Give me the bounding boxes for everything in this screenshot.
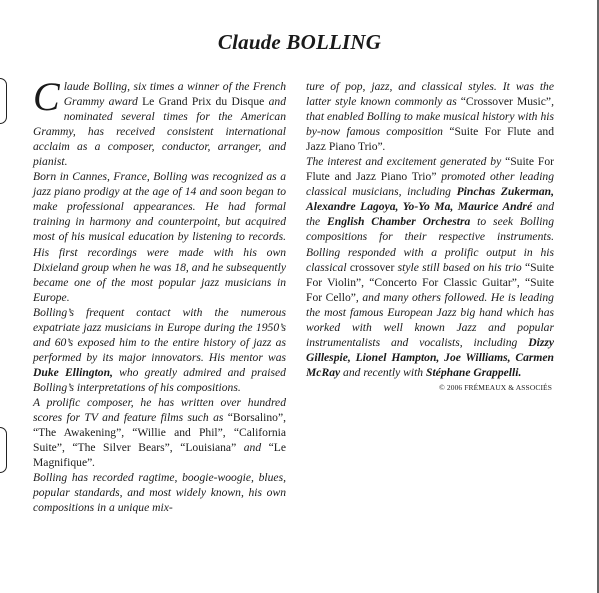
jazz-artists-list: Dizzy Gillespie, Lionel Hampton, Joe Williams, Carmen McRay: [306, 335, 554, 379]
binding-ring-bottom: [0, 427, 7, 473]
paragraph-recordings: Bolling has recorded ragtime, boogie-woogie, blues, popular standards, and most widely known, his own compositions in a unique mix-: [33, 471, 286, 515]
right-column: [306, 79, 554, 395]
suite-title-2: “Suite For Flute and Jazz Piano Trio”: [306, 155, 554, 184]
crossover-word: crossover: [349, 260, 395, 274]
film-last: “Le Magnifique”: [33, 441, 286, 470]
copyright-credit: © 2006 FRÉMEAUX & ASSOCIÉS: [439, 382, 552, 392]
paragraph-mentor: Bolling’s frequent contact with the numerous expatriate jazz musicians in Europe during the 1950’s and 60’s exposed him to the entire history of jazz as performed by its major innovators. His mentor was Duke Ellington, who greatly admired and praised Bolling’s interpretations of his compositions.: [33, 305, 286, 394]
drop-cap: C: [33, 74, 60, 119]
mentor-name: Duke Ellington,: [33, 365, 113, 379]
paragraph-intro: Claude Bolling, six times a winner of the French Grammy award Le Grand Prix du Disque and nominated several times for the American Grammy, has received consistent international acclaim as a composer, conductor, arranger, and pianist.: [33, 74, 286, 169]
paragraph-film-scores: A prolific composer, he has written over hundred scores for TV and feature films such as “Borsalino”, “The Awakening”, “Willie and Phil”, “California Suite”, “The Silver Bears”, “Louisiana” and “Le Magnifique”.: [33, 395, 286, 470]
left-column: [33, 74, 286, 515]
paragraph-early-career: Born in Cannes, France, Bolling was recognized as a jazz piano prodigy at the age of 14 and soon began to make professional appearances. He had formal training in harmony and counterpoint, but acquired most of his musical education by listening to records. His first recordings were made with his own Dixieland group when he was 18, and he subsequently became one of the most popular jazz musicians in Europe.: [33, 170, 286, 304]
page-title: Claude BOLLING: [217, 30, 382, 54]
musicians-list: Pinchas Zukerman, Alexandre Lagoya, Yo-Yo Ma, Maurice André: [306, 185, 554, 214]
orchestra-name: English Chamber Orchestra: [327, 215, 471, 229]
works-list: “Suite For Violin”, “Concerto For Classic Guitar”, “Suite For Cello”: [306, 260, 554, 304]
crossover-music: “Crossover Music”: [460, 95, 552, 109]
film-list: “Borsalino”, “The Awakening”, “Willie and Phil”, “California Suite”, “The Silver Bears”, “Louisiana”: [33, 411, 286, 455]
award-name: Le Grand Prix du Disque: [142, 95, 265, 109]
grappelli-name: Stéphane Grappelli.: [426, 365, 522, 379]
binding-ring-top: [0, 78, 7, 124]
suite-title: “Suite For Flute and Jazz Piano Trio”: [306, 125, 555, 154]
paragraph-crossover: ture of pop, jazz, and classical styles. It was the latter style known commonly as “Crossover Music”, that enabled Bolling to make musical history with his by-now famous composition “Suite For Flute and Jazz Piano Trio”.: [306, 80, 555, 154]
paragraph-collaborations: The interest and excitement generated by “Suite For Flute and Jazz Piano Trio” promoted other leading classical musicians, including Pinchas Zukerman, Alexandre Lagoya, Yo-Yo Ma, Maurice André and the English Chamber Orchestra to seek Bolling compositions for their respective instruments. Bolling responded with a prolific output in his classical crossover style still based on his trio “Suite For Violin”, “Concerto For Classic Guitar”, “Suite For Cello”, and many others followed. He is leading the most famous European Jazz big hand which has worked with well known Jazz and popular instrumentalists and vocalists, including Dizzy Gillespie, Lionel Hampton, Joe Williams, Carmen McRay and recently with Stéphane Grappelli.: [306, 155, 555, 379]
